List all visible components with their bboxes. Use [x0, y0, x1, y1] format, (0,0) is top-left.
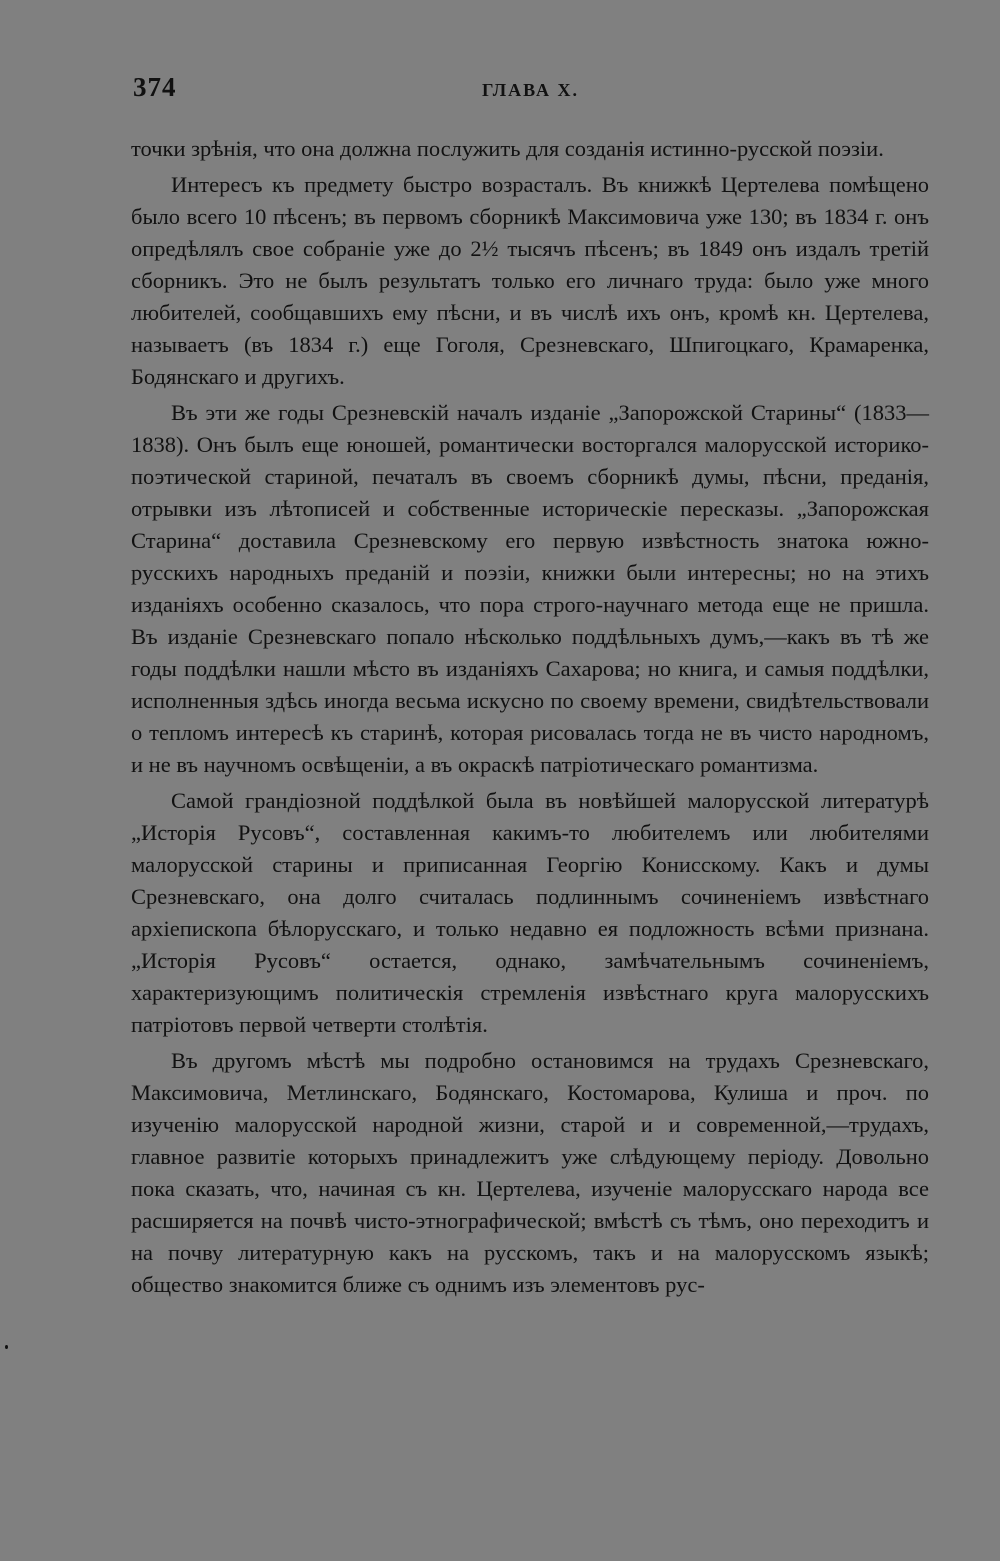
chapter-title: ГЛАВА X.: [481, 80, 580, 100]
page-number: 374: [133, 72, 177, 102]
paragraph-continuation: точки зрѣнія, что она должна послужить для созданія истинно-русской поэзіи.: [131, 136, 884, 161]
paragraph: Въ эти же годы Срезневскій началъ изданіе „Запорожской Старины“ (1833—1838). Онъ былъ еще юношей, романтически восторгался малорусской историко-поэтической стариной, печаталъ въ своемъ сборникѣ думы, пѣсни, преданія, отрывки изъ лѣтописей и собственные историческіе пересказы. „Запорожская Старина“ доставила Срезневскому его первую извѣстность знатока южно-русскихъ народныхъ преданій и поэзіи, книжки были интересны; но на этихъ изданіяхъ особенно сказалось, что пора строго-научнаго метода еще не пришла. Въ изданіе Срезневскаго попало нѣсколько поддѣльныхъ думъ,—какъ въ тѣ же годы поддѣлки нашли мѣсто въ изданіяхъ Сахарова; но книга, и самыя поддѣлки, исполненныя здѣсь иногда весьма искусно по своему времени, свидѣтельствовали о тепломъ интересѣ къ старинѣ, которая рисовалась тогда не въ чисто народномъ, и не въ научномъ освѣщеніи, а въ окраскѣ патріотическаго романтизма.: [131, 400, 929, 777]
paragraph: Въ другомъ мѣстѣ мы подробно остановимся на трудахъ Срезневскаго, Максимовича, Метлинскаго, Бодянскаго, Костомарова, Кулиша и проч. по изученію малорусской народной жизни, старой и и современной,—трудахъ, главное развитіе которыхъ принадлежитъ уже слѣдующему періоду. Довольно пока сказать, что, начиная съ кн. Цертелева, изученіе малорусскаго народа все расширяется на почвѣ чисто-этнографической; вмѣстѣ съ тѣмъ, оно переходитъ и на почву литературную какъ на русскомъ, такъ и на малорусскомъ языкѣ; общество знакомится ближе съ однимъ изъ элементовъ рус-: [131, 1048, 929, 1297]
paragraph: Интересъ къ предмету быстро возрасталъ. Въ книжкѣ Цертелева помѣщено было всего 10 пѣсенъ; въ первомъ сборникѣ Максимовича уже 130; въ 1834 г. онъ опредѣлялъ свое собраніе уже до 2½ тысячъ пѣсенъ; въ 1849 онъ издалъ третій сборникъ. Это не былъ результатъ только его личнаго труда: было уже много любителей, сообщавшихъ ему пѣсни, и въ числѣ ихъ онъ, кромѣ кн. Цертелева, называетъ (въ 1834 г.) еще Гоголя, Срезневскаго, Шпигоцкаго, Крамаренка, Бодянскаго и другихъ.: [131, 172, 929, 389]
body-text: [131, 133, 929, 1305]
paragraph: Самой грандіозной поддѣлкой была въ новѣйшей малорусской литературѣ „Исторія Русовъ“, составленная какимъ-то любителемъ или любителями малорусской старины и приписанная Георгію Конисскому. Какъ и думы Срезневскаго, она долго считалась подлиннымъ сочиненіемъ извѣстнаго архіепископа бѣлорусскаго, и только недавно ея подложность всѣми признана. „Исторія Русовъ“ остается, однако, замѣчательнымъ сочиненіемъ, характеризующимъ политическія стремленія извѣстнаго круга малорусскихъ патріотовъ первой четверти столѣтія.: [131, 788, 929, 1037]
scan-speck: [5, 1345, 8, 1349]
running-header: [133, 72, 928, 108]
